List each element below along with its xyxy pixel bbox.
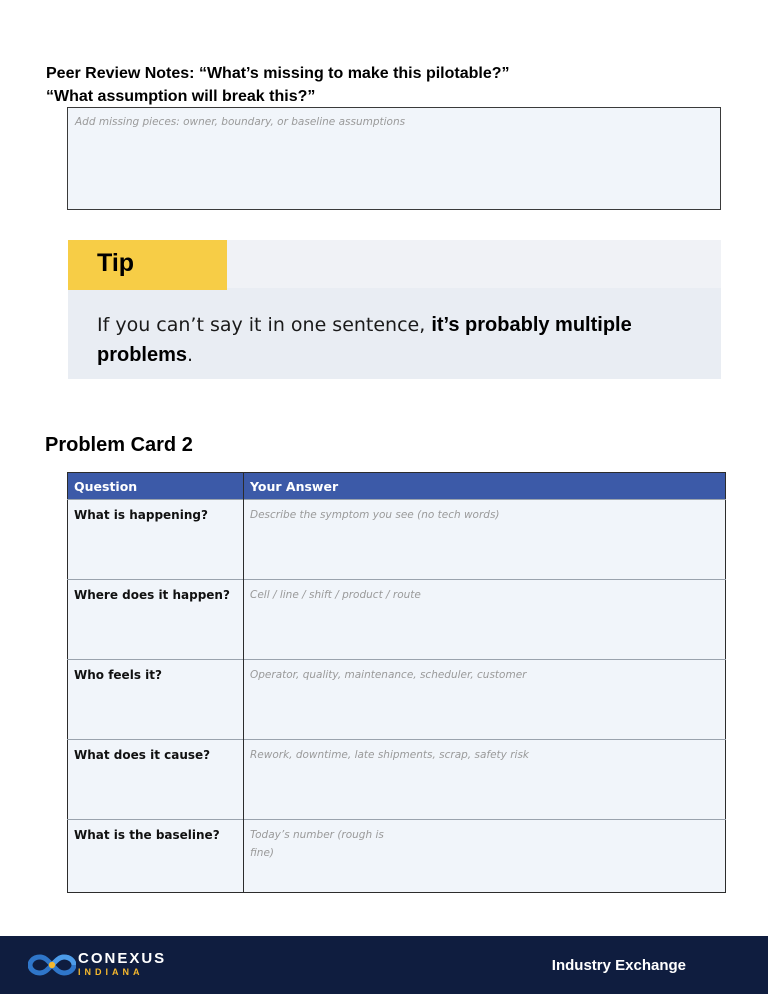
peer-review-title	[46, 62, 726, 108]
peer-review-placeholder: Add missing pieces: owner, boundary, or baseline assumptions	[75, 116, 406, 128]
problem-card-table	[67, 472, 726, 893]
answer-field[interactable]	[244, 580, 726, 660]
footer	[0, 936, 768, 994]
table-header-row	[68, 473, 726, 500]
tip-label: Tip	[97, 249, 135, 277]
table-row	[68, 740, 726, 820]
table-row	[68, 500, 726, 580]
problem-card-title: Problem Card 2	[45, 434, 193, 456]
column-header-answer: Your Answer	[244, 473, 726, 500]
answer-field[interactable]	[244, 660, 726, 740]
answer-placeholder: Today’s number (rough is fine)	[250, 829, 384, 859]
table-row	[68, 660, 726, 740]
answer-placeholder: Operator, quality, maintenance, scheduler, customer	[250, 669, 527, 681]
answer-placeholder: Describe the symptom you see (no tech words)	[250, 509, 500, 521]
question-cell: Where does it happen?	[68, 580, 244, 660]
peer-review-title-line1: Peer Review Notes: “What’s missing to make this pilotable?”	[46, 65, 510, 82]
table-row	[68, 820, 726, 893]
tip-text-bold: it’s probably multiple problems	[97, 314, 632, 366]
tip-label-box	[68, 240, 227, 290]
question-cell: Who feels it?	[68, 660, 244, 740]
tip-text	[97, 310, 697, 370]
conexus-infinity-icon	[28, 950, 76, 980]
tip-callout	[68, 240, 721, 379]
logo-text	[78, 951, 166, 978]
question-cell: What does it cause?	[68, 740, 244, 820]
peer-review-notes-field[interactable]	[67, 107, 721, 210]
answer-field[interactable]	[244, 500, 726, 580]
peer-review-title-line2: “What assumption will break this?”	[46, 88, 316, 105]
answer-field[interactable]	[244, 820, 726, 893]
answer-placeholder: Rework, downtime, late shipments, scrap, safety risk	[250, 749, 529, 761]
logo-sub-text: INDIANA	[78, 967, 144, 977]
tip-text-before: If you can’t say it in one sentence,	[97, 314, 432, 336]
conexus-logo	[28, 950, 178, 980]
logo-main-text: CONEXUS	[78, 950, 167, 967]
answer-field[interactable]	[244, 740, 726, 820]
tip-text-after: .	[187, 344, 194, 366]
table-row	[68, 580, 726, 660]
column-header-question: Question	[68, 473, 244, 500]
answer-placeholder: Cell / line / shift / product / route	[250, 589, 421, 601]
question-cell: What is happening?	[68, 500, 244, 580]
footer-industry-exchange: Industry Exchange	[551, 957, 686, 974]
question-cell: What is the baseline?	[68, 820, 244, 893]
